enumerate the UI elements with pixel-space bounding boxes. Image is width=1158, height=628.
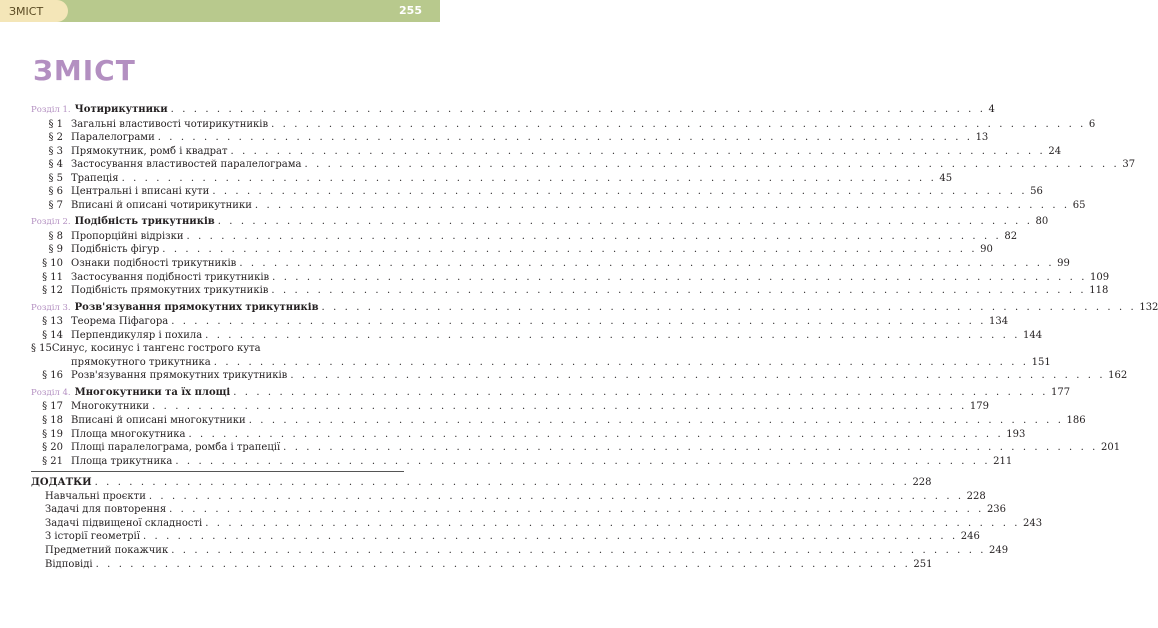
- page-reference: 236: [986, 504, 1007, 516]
- toc-row: [31, 118, 1096, 132]
- entry-title: Предметний покажчик: [45, 544, 169, 556]
- toc-row: [31, 271, 1110, 285]
- paragraph-title: Центральні і вписані кути: [71, 186, 210, 198]
- header-bar: [0, 0, 440, 22]
- paragraph-number: § 7: [48, 199, 63, 211]
- dot-leader: . . . . . . . . . . . . . . . . . . . . . . . . . . . . . . . . . . . . . . . . . . . . . . . . . . . . . . . . . . . . . . . . . . . . . . .: [213, 356, 1029, 368]
- toc-row: [31, 517, 1043, 531]
- dot-leader: . . . . . . . . . . . . . . . . . . . . . . . . . . . . . . . . . . . . . . . . . . . . . . . . . . . . . . . . . . . . . . . . . . . . . . .: [171, 316, 986, 328]
- paragraph-title: Застосування подібності трикутників: [71, 271, 270, 283]
- dot-leader: . . . . . . . . . . . . . . . . . . . . . . . . . . . . . . . . . . . . . . . . . . . . . . . . . . . . . . . . . . . . . . . . . . . . . . .: [171, 544, 987, 556]
- toc-row: [31, 284, 1109, 298]
- paragraph-title: Ознаки подібності трикутників: [71, 258, 237, 270]
- dot-leader: . . . . . . . . . . . . . . . . . . . . . . . . . . . . . . . . . . . . . . . . . . . . . . . . . . . . . . . . . . . . . . . . . . . . . . .: [188, 428, 1004, 440]
- toc-row: [31, 158, 1136, 172]
- toc-row: [31, 530, 980, 544]
- chapter-prefix: Розділ 4.: [31, 387, 71, 398]
- page-reference: 134: [989, 316, 1009, 328]
- entry-title: Задачі підвищеної складності: [45, 517, 203, 529]
- page-title: ЗМІСТ: [33, 54, 136, 87]
- page-reference: 65: [1072, 199, 1086, 211]
- paragraph-number: § 5: [48, 172, 63, 184]
- paragraph-title: Пропорційні відрізки: [71, 230, 184, 242]
- toc-row: [31, 441, 1121, 455]
- paragraph-title: Площа многокутника: [71, 428, 186, 440]
- dot-leader: . . . . . . . . . . . . . . . . . . . . . . . . . . . . . . . . . . . . . . . . . . . . . . . . . . . . . . . . . . . . . . . . . . . . . . .: [248, 415, 1064, 427]
- page-reference: 211: [993, 455, 1013, 467]
- page-reference: 80: [1035, 216, 1049, 228]
- toc-row: [31, 145, 1062, 159]
- dot-leader: . . . . . . . . . . . . . . . . . . . . . . . . . . . . . . . . . . . . . . . . . . . . . . . . . . . . . . . . . . . . . . . . . . . . . . .: [217, 216, 1033, 228]
- toc-row: [31, 329, 1043, 343]
- paragraph-number: § 14: [42, 329, 63, 341]
- page-reference: 243: [1023, 517, 1043, 529]
- toc-row: [31, 490, 986, 504]
- dot-leader: . . . . . . . . . . . . . . . . . . . . . . . . . . . . . . . . . . . . . . . . . . . . . . . . . . . . . . . . . . . . . . . . . . . . . . .: [304, 159, 1120, 171]
- page-reference: 13: [975, 132, 989, 144]
- paragraph-number: § 6: [48, 186, 63, 198]
- paragraph-number: § 9: [48, 244, 63, 256]
- dot-leader: . . . . . . . . . . . . . . . . . . . . . . . . . . . . . . . . . . . . . . . . . . . . . . . . . . . . . . . . . . . . . . . . . . . . . . .: [271, 118, 1086, 130]
- page-reference: 132: [1139, 301, 1158, 313]
- chapter-title: Розв'язування прямокутних трикутників: [74, 301, 319, 313]
- toc-row: [31, 414, 1086, 428]
- paragraph-title: Вписані й описані многокутники: [71, 415, 246, 427]
- paragraph-title: Перпендикуляр і похила: [71, 329, 203, 341]
- dot-leader: . . . . . . . . . . . . . . . . . . . . . . . . . . . . . . . . . . . . . . . . . . . . . . . . . . . . . . . . . . . . . . . . . . . . . . .: [290, 370, 1106, 382]
- dot-leader: . . . . . . . . . . . . . . . . . . . . . . . . . . . . . . . . . . . . . . . . . . . . . . . . . . . . . . . . . . . . . . . . . . . . . . .: [170, 104, 986, 115]
- section-tab-label: ЗМІСТ: [9, 4, 44, 18]
- paragraph-number: § 17: [42, 401, 63, 413]
- toc-row: [31, 386, 1071, 401]
- paragraph-number: § 20: [42, 442, 63, 454]
- page-reference: 186: [1066, 415, 1086, 427]
- paragraph-title: Синус, косинус і тангенс гострого кута: [51, 343, 261, 355]
- dot-leader: . . . . . . . . . . . . . . . . . . . . . . . . . . . . . . . . . . . . . . . . . . . . . . . . . . . . . . . . . . . . . . . . . . . . . . .: [142, 531, 958, 543]
- paragraph-number: § 3: [48, 145, 63, 157]
- page-reference: 162: [1108, 370, 1128, 382]
- paragraph-title: Прямокутник, ромб і квадрат: [71, 145, 228, 157]
- page-reference: 201: [1100, 442, 1121, 454]
- page-reference: 144: [1022, 329, 1043, 341]
- toc-row: [31, 544, 1009, 558]
- dot-leader: . . . . . . . . . . . . . . . . . . . . . . . . . . . . . . . . . . . . . . . . . . . . . . . . . . . . . . . . . . . . . . . . . . . . . . .: [121, 172, 937, 184]
- dot-leader: . . . . . . . . . . . . . . . . . . . . . . . . . . . . . . . . . . . . . . . . . . . . . . . . . . . . . . . . . . . . . . . . . . . . . . .: [152, 401, 967, 413]
- page-reference: 177: [1051, 386, 1071, 398]
- dot-leader: . . . . . . . . . . . . . . . . . . . . . . . . . . . . . . . . . . . . . . . . . . . . . . . . . . . . . . . . . . . . . . . . . . . . . . .: [283, 442, 1098, 454]
- paragraph-number: § 16: [42, 370, 63, 382]
- dot-leader: . . . . . . . . . . . . . . . . . . . . . . . . . . . . . . . . . . . . . . . . . . . . . . . . . . . . . . . . . . . . . . . . . . . . . . .: [212, 186, 1028, 198]
- table-of-contents: [31, 100, 1158, 571]
- page-reference: 246: [960, 531, 980, 543]
- dot-leader: . . . . . . . . . . . . . . . . . . . . . . . . . . . . . . . . . . . . . . . . . . . . . . . . . . . . . . . . . . . . . . . . . . . . . . .: [205, 517, 1021, 529]
- toc-row: [31, 503, 1007, 517]
- entry-title: прямокутного трикутника: [71, 356, 211, 368]
- page-reference: 109: [1089, 271, 1110, 283]
- dot-leader: . . . . . . . . . . . . . . . . . . . . . . . . . . . . . . . . . . . . . . . . . . . . . . . . . . . . . . . . . . . . . . . . . . . . . . .: [233, 386, 1049, 398]
- dot-leader: . . . . . . . . . . . . . . . . . . . . . . . . . . . . . . . . . . . . . . . . . . . . . . . . . . . . . . . . . . . . . . . . . . . . . . .: [272, 271, 1087, 283]
- chapter-title: Подібність трикутників: [74, 216, 215, 228]
- paragraph-title: Многокутники: [71, 401, 150, 413]
- page-reference: 228: [966, 490, 986, 502]
- page-reference: 45: [939, 172, 953, 184]
- page-reference: 4: [988, 104, 995, 115]
- page-reference: 82: [1004, 230, 1018, 242]
- toc-row: [31, 185, 1043, 199]
- dot-leader: . . . . . . . . . . . . . . . . . . . . . . . . . . . . . . . . . . . . . . . . . . . . . . . . . . . . . . . . . . . . . . . . . . . . . . .: [254, 199, 1070, 211]
- page-reference: 99: [1057, 258, 1070, 270]
- paragraph-title: Подібність фігур: [71, 244, 160, 256]
- paragraph-number: § 18: [42, 415, 63, 427]
- section-tab: [0, 0, 68, 22]
- dot-leader: . . . . . . . . . . . . . . . . . . . . . . . . . . . . . . . . . . . . . . . . . . . . . . . . . . . . . . . . . . . . . . . . . . . . . . .: [186, 230, 1002, 242]
- dot-leader: . . . . . . . . . . . . . . . . . . . . . . . . . . . . . . . . . . . . . . . . . . . . . . . . . . . . . . . . . . . . . . . . . . . . . . .: [321, 301, 1137, 313]
- divider-rule: [31, 471, 404, 472]
- toc-row: [31, 131, 989, 145]
- dot-leader: . . . . . . . . . . . . . . . . . . . . . . . . . . . . . . . . . . . . . . . . . . . . . . . . . . . . . . . . . . . . . . . . . . . . . . .: [157, 132, 973, 144]
- page-reference: 251: [913, 558, 933, 570]
- chapter-title: Многокутники та їх площі: [74, 386, 231, 398]
- page-reference: 151: [1031, 356, 1051, 368]
- toc-row: [31, 356, 1051, 370]
- paragraph-title: Загальні властивості чотирикутників: [71, 118, 269, 130]
- dot-leader: . . . . . . . . . . . . . . . . . . . . . . . . . . . . . . . . . . . . . . . . . . . . . . . . . . . . . . . . . . . . . . . . . . . . . . .: [239, 258, 1055, 270]
- dot-leader: . . . . . . . . . . . . . . . . . . . . . . . . . . . . . . . . . . . . . . . . . . . . . . . . . . . . . . . . . . . . . . . . . . . . . . .: [169, 504, 984, 516]
- entry-title: Навчальні проєкти: [45, 490, 146, 502]
- page-reference: 193: [1006, 428, 1026, 440]
- chapter-prefix: Розділ 3.: [31, 302, 71, 313]
- toc-row: [31, 369, 1128, 383]
- paragraph-title: Застосування властивостей паралелограма: [71, 159, 302, 171]
- toc-row: [31, 257, 1070, 271]
- chapter-title: Чотирикутники: [74, 104, 168, 115]
- dot-leader: . . . . . . . . . . . . . . . . . . . . . . . . . . . . . . . . . . . . . . . . . . . . . . . . . . . . . . . . . . . . . . . . . . . . . . .: [271, 285, 1087, 297]
- page-reference: 118: [1089, 285, 1109, 297]
- entry-title: З історії геометрії: [45, 531, 140, 543]
- toc-row: [31, 103, 995, 118]
- toc-row: [31, 476, 932, 490]
- paragraph-number: § 12: [42, 285, 63, 297]
- paragraph-number: § 19: [42, 428, 63, 440]
- paragraph-number: § 21: [42, 455, 63, 467]
- paragraph-number: § 4: [48, 159, 63, 171]
- paragraph-title: Паралелограми: [71, 132, 155, 144]
- toc-row: [31, 400, 990, 414]
- toc-row: [31, 315, 1009, 329]
- dot-leader: . . . . . . . . . . . . . . . . . . . . . . . . . . . . . . . . . . . . . . . . . . . . . . . . . . . . . . . . . . . . . . . . . . . . . . .: [94, 477, 910, 489]
- dot-leader: . . . . . . . . . . . . . . . . . . . . . . . . . . . . . . . . . . . . . . . . . . . . . . . . . . . . . . . . . . . . . . . . . . . . . . .: [230, 145, 1046, 157]
- page-reference: 6: [1088, 118, 1096, 130]
- paragraph-title: Площа трикутника: [71, 455, 173, 467]
- dot-leader: . . . . . . . . . . . . . . . . . . . . . . . . . . . . . . . . . . . . . . . . . . . . . . . . . . . . . . . . . . . . . . . . . . . . . . .: [205, 329, 1020, 341]
- page-reference: 56: [1030, 186, 1043, 198]
- toc-row: [31, 301, 1158, 316]
- paragraph-number: § 8: [48, 230, 63, 242]
- page-number: 255: [399, 4, 422, 17]
- paragraph-title: Вписані й описані чотирикутники: [71, 199, 252, 211]
- paragraph-title: Розв'язування прямокутних трикутників: [71, 370, 288, 382]
- dot-leader: . . . . . . . . . . . . . . . . . . . . . . . . . . . . . . . . . . . . . . . . . . . . . . . . . . . . . . . . . . . . . . . . . . . . . . .: [95, 558, 911, 570]
- toc-row: [31, 172, 953, 186]
- chapter-prefix: Розділ 1.: [31, 105, 71, 115]
- page-reference: 228: [912, 477, 932, 489]
- paragraph-number: § 15: [31, 343, 52, 355]
- toc-row: [31, 230, 1018, 244]
- dot-leader: . . . . . . . . . . . . . . . . . . . . . . . . . . . . . . . . . . . . . . . . . . . . . . . . . . . . . . . . . . . . . . . . . . . . . . .: [162, 244, 978, 256]
- paragraph-title: Трапеція: [71, 172, 119, 184]
- page-reference: 90: [980, 244, 993, 256]
- page-reference: 37: [1122, 159, 1136, 171]
- toc-row: [31, 215, 1049, 230]
- page-reference: 249: [989, 544, 1009, 556]
- paragraph-title: Теорема Піфагора: [71, 316, 169, 328]
- toc-row: [31, 243, 993, 257]
- dot-leader: . . . . . . . . . . . . . . . . . . . . . . . . . . . . . . . . . . . . . . . . . . . . . . . . . . . . . . . . . . . . . . . . . . . . . . .: [175, 455, 991, 467]
- dot-leader: . . . . . . . . . . . . . . . . . . . . . . . . . . . . . . . . . . . . . . . . . . . . . . . . . . . . . . . . . . . . . . . . . . . . . . .: [148, 490, 964, 502]
- paragraph-number: § 10: [42, 258, 63, 270]
- toc-row: [31, 558, 933, 572]
- paragraph-number: § 2: [48, 132, 63, 144]
- toc-row: [31, 199, 1086, 213]
- paragraph-number: § 11: [42, 271, 63, 283]
- entry-title: Задачі для повторення: [45, 504, 167, 516]
- entry-title: ДОДАТКИ: [31, 477, 92, 489]
- toc-row: [31, 428, 1026, 442]
- paragraph-number: § 1: [48, 118, 63, 130]
- toc-row: [31, 455, 1013, 469]
- paragraph-title: Площі паралелограма, ромба і трапеції: [71, 442, 281, 454]
- entry-title: Відповіді: [45, 558, 93, 570]
- page-reference: 24: [1048, 145, 1062, 157]
- page-reference: 179: [969, 401, 990, 413]
- chapter-prefix: Розділ 2.: [31, 217, 71, 228]
- paragraph-number: § 13: [42, 316, 63, 328]
- toc-row: [31, 342, 404, 356]
- paragraph-title: Подібність прямокутних трикутників: [71, 285, 269, 297]
